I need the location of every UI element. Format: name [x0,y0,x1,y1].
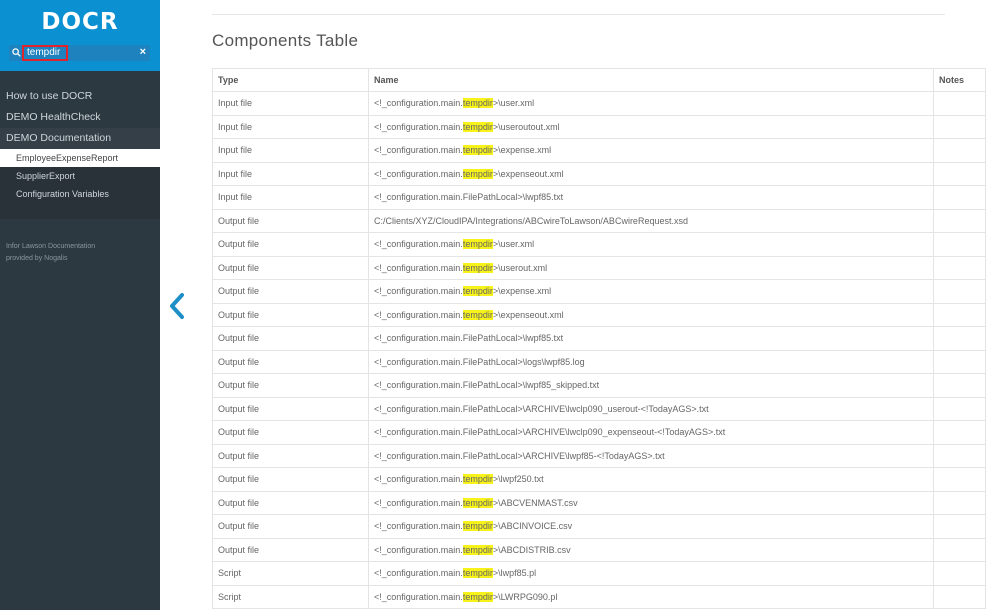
table-row [213,468,986,492]
footer-line-1: Infor Lawson Documentation [6,243,96,250]
cell-type: Input file [213,139,369,163]
name-text: C:/Clients/XYZ/CloudIPA/Integrations/ABCwireToLawson/ABCwireRequest.xsd [374,215,688,226]
name-text-suffix: >\user.xml [492,98,535,109]
cell-type: Output file [213,515,369,539]
name-text: <!_configuration.main. [374,98,463,109]
cell-type: Input file [213,186,369,210]
name-text: <!_configuration.main.FilePathLocal>\ARCHIVE\lwpf85-<!TodayAGS>.txt [374,450,665,461]
name-text: <!_configuration.main. [374,474,463,485]
search-input-value[interactable]: tempdir [27,47,61,58]
name-text: <!_configuration.main. [374,286,463,297]
cell-type: Output file [213,468,369,492]
cell-type: Output file [213,491,369,515]
nav-subitem-configuration-variables[interactable]: Configuration Variables [16,189,109,199]
table-row [213,186,986,210]
cell-type: Input file [213,162,369,186]
cell-notes [934,444,986,468]
table-row [213,162,986,186]
name-text: <!_configuration.main. [374,145,463,156]
name-text: <!_configuration.main. [374,262,463,273]
name-text-suffix: >\lwpf250.txt [492,474,544,485]
search-match-highlight: tempdir [462,309,493,320]
nav-item-demo-healthcheck[interactable]: DEMO HealthCheck [6,111,101,123]
components-table [212,68,986,609]
cell-type: Output file [213,444,369,468]
sidebar-footer-note [6,241,95,265]
table-row [213,444,986,468]
table-row [213,139,986,163]
search-icon [12,48,21,57]
footer-line-2: provided by Nogalis [6,255,68,262]
name-text-suffix: >\expense.xml [492,286,552,297]
cell-name [369,115,934,139]
cell-name [369,585,934,609]
cell-notes [934,397,986,421]
search-match-highlight: tempdir [462,474,493,485]
name-text-suffix: >\useroutout.xml [492,121,560,132]
cell-name [369,515,934,539]
name-text: <!_configuration.main. [374,309,463,320]
name-text-suffix: >\lwpf85.pl [492,568,537,579]
column-header-type: Type [213,69,369,92]
clear-search-icon[interactable]: × [139,46,146,58]
cell-type: Script [213,585,369,609]
cell-name [369,139,934,163]
table-row [213,327,986,351]
name-text-suffix: >\expenseout.xml [492,168,564,179]
table-row [213,233,986,257]
sidebar-nav [0,86,160,219]
table-row [213,397,986,421]
cell-notes [934,186,986,210]
logo: DOCR [41,9,119,35]
search-match-highlight: tempdir [462,568,493,579]
cell-notes [934,92,986,116]
nav-subitem-supplier-export[interactable]: SupplierExport [16,171,76,181]
table-row [213,562,986,586]
name-text: <!_configuration.main.FilePathLocal>\logs\lwpf85.log [374,356,585,367]
table-row [213,280,986,304]
cell-type: Output file [213,280,369,304]
search-match-highlight: tempdir [462,544,493,555]
search-match-highlight: tempdir [462,591,493,602]
cell-notes [934,350,986,374]
cell-name [369,92,934,116]
cell-notes [934,585,986,609]
search-input[interactable] [9,45,150,61]
cell-notes [934,280,986,304]
table-row [213,374,986,398]
cell-notes [934,491,986,515]
cell-notes [934,162,986,186]
chevron-left-icon[interactable] [167,292,187,320]
name-text: <!_configuration.main.FilePathLocal>\ARCHIVE\lwclp090_expenseout-<!TodayAGS>.txt [374,427,726,438]
cell-type: Output file [213,209,369,233]
name-text: <!_configuration.main. [374,239,463,250]
search-match-highlight: tempdir [462,286,493,297]
cell-name [369,397,934,421]
cell-notes [934,139,986,163]
cell-type: Output file [213,538,369,562]
name-text: <!_configuration.main.FilePathLocal>\lwpf85.txt [374,333,564,344]
cell-name [369,491,934,515]
name-text: <!_configuration.main. [374,521,463,532]
cell-type: Output file [213,397,369,421]
cell-type: Output file [213,350,369,374]
search-match-highlight: tempdir [462,145,493,156]
nav-subitem-employee-expense-report[interactable]: EmployeeExpenseReport [0,149,160,167]
cell-notes [934,115,986,139]
name-text: <!_configuration.main. [374,591,463,602]
divider [212,14,945,15]
table-row [213,92,986,116]
cell-type: Output file [213,303,369,327]
table-row [213,538,986,562]
cell-notes [934,303,986,327]
table-row [213,491,986,515]
cell-notes [934,327,986,351]
cell-name [369,162,934,186]
cell-name [369,256,934,280]
search-match-highlight: tempdir [462,497,493,508]
cell-type: Script [213,562,369,586]
cell-name [369,233,934,257]
table-row [213,585,986,609]
nav-item-how-to-use[interactable]: How to use DOCR [6,90,93,102]
search-match-highlight: tempdir [462,98,493,109]
search-match-highlight: tempdir [462,168,493,179]
name-text: <!_configuration.main. [374,497,463,508]
column-header-name: Name [369,69,934,92]
name-text-suffix: >\user.xml [492,239,535,250]
name-text: <!_configuration.main. [374,544,463,555]
search-match-highlight: tempdir [462,521,493,532]
cell-name [369,209,934,233]
table-body [213,92,986,609]
nav-item-demo-documentation[interactable]: DEMO Documentation [0,128,160,149]
cell-type: Output file [213,421,369,445]
nav-submenu [0,149,160,219]
name-text-suffix: >\ABCINVOICE.csv [492,521,573,532]
column-header-notes: Notes [934,69,986,92]
table-row [213,421,986,445]
cell-name [369,303,934,327]
name-text-suffix: >\ABCVENMAST.csv [492,497,578,508]
cell-type: Output file [213,233,369,257]
name-text: <!_configuration.main. [374,168,463,179]
table-row [213,515,986,539]
search-match-highlight: tempdir [462,121,493,132]
table-header-row [213,69,986,92]
cell-notes [934,233,986,257]
sidebar [0,0,160,610]
table-row [213,115,986,139]
name-text-suffix: >\expense.xml [492,145,552,156]
cell-name [369,444,934,468]
table-row [213,209,986,233]
table-row [213,256,986,280]
name-text-suffix: >\LWRPG090.pl [492,591,558,602]
name-text: <!_configuration.main. [374,568,463,579]
name-text: <!_configuration.main. [374,121,463,132]
name-text: <!_configuration.main.FilePathLocal>\lwpf85_skipped.txt [374,380,600,391]
cell-notes [934,538,986,562]
cell-name [369,374,934,398]
cell-type: Output file [213,327,369,351]
search-match-highlight: tempdir [462,262,493,273]
cell-notes [934,374,986,398]
cell-name [369,280,934,304]
name-text: <!_configuration.main.FilePathLocal>\lwpf85.txt [374,192,564,203]
table-row [213,350,986,374]
cell-name [369,468,934,492]
name-text-suffix: >\expenseout.xml [492,309,564,320]
main-content [160,0,1000,610]
cell-notes [934,209,986,233]
cell-type: Output file [213,374,369,398]
cell-name [369,421,934,445]
cell-type: Input file [213,115,369,139]
cell-type: Input file [213,92,369,116]
cell-type: Output file [213,256,369,280]
cell-name [369,350,934,374]
search-match-highlight: tempdir [462,239,493,250]
name-text-suffix: >\ABCDISTRIB.csv [492,544,571,555]
sidebar-header [0,0,160,71]
cell-name [369,327,934,351]
nav-submenu-padding [0,203,160,219]
cell-name [369,186,934,210]
cell-notes [934,256,986,280]
cell-notes [934,562,986,586]
cell-notes [934,468,986,492]
name-text-suffix: >\userout.xml [492,262,548,273]
name-text: <!_configuration.main.FilePathLocal>\ARCHIVE\lwclp090_userout-<!TodayAGS>.txt [374,403,709,414]
page-title: Components Table [212,31,359,50]
cell-notes [934,515,986,539]
table-row [213,303,986,327]
cell-notes [934,421,986,445]
cell-name [369,538,934,562]
cell-name [369,562,934,586]
